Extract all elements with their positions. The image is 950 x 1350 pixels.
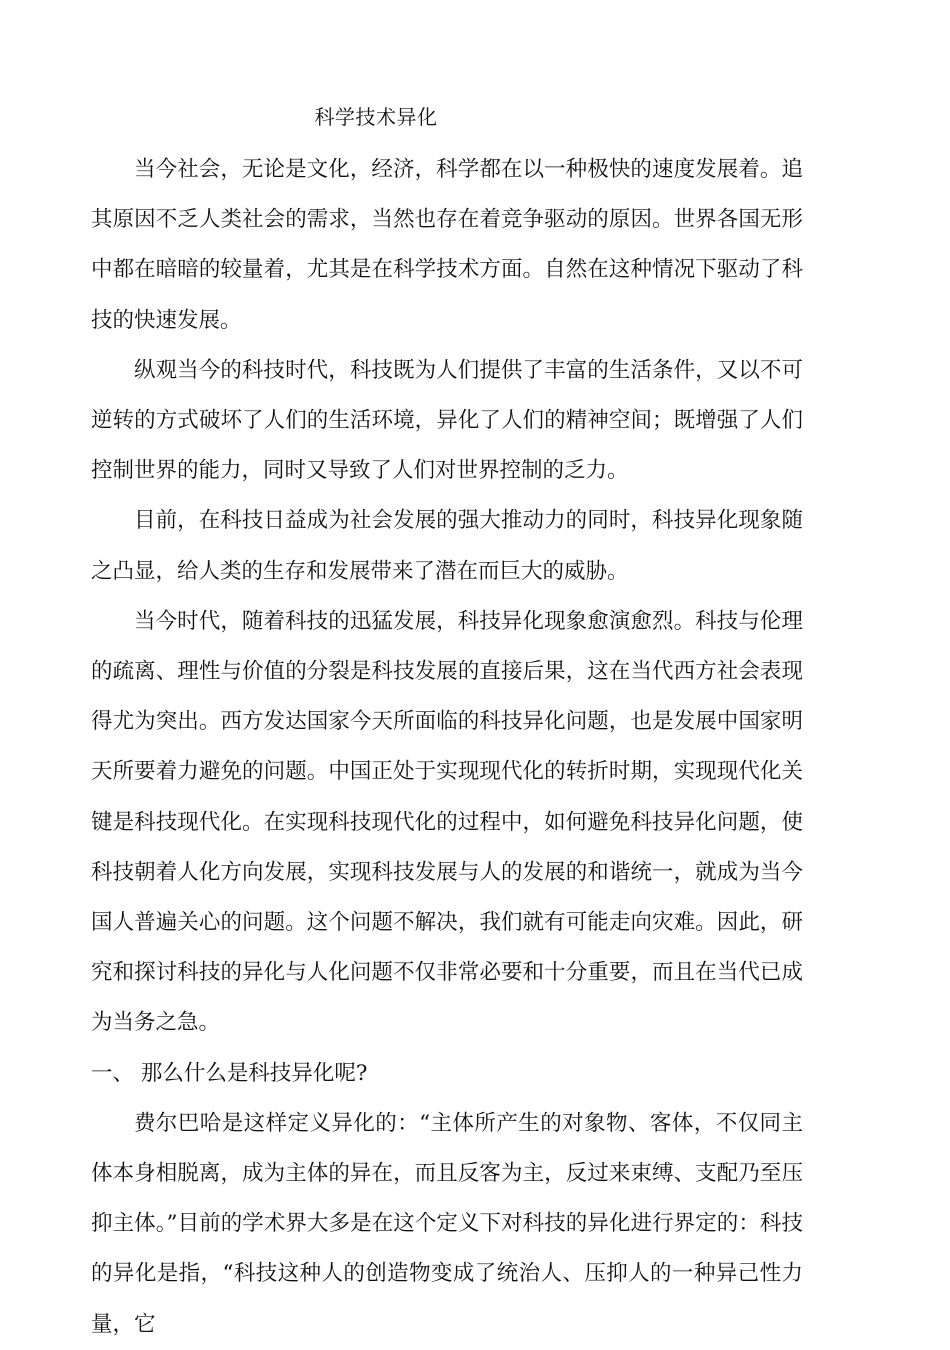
paragraph-4: 当今时代，随着科技的迅猛发展，科技异化现象愈演愈烈。科技与伦理的疏离、理性与价值的分裂是科技发展的直接后果，这在当代西方社会表现得尤为突出。西方发达国家今天所面临的科技异化问题，也是发展中国家明天所要着力避免的问题。中国正处于实现现代化的转折时期，实现现代化关键是科技现代化。在实现科技现代化的过程中，如何避免科技异化问题，使科技朝着人化方向发展，实现科技发展与人的发展的和谐统一，就成为当今国人普遍关心的问题。这个问题不解决，我们就有可能走向灾难。因此，研究和探讨科技的异化与人化问题不仅非常必要和十分重要，而且在当代已成为当务之急。	[91, 608, 803, 1036]
paragraph-1: 当今社会，无论是文化，经济，科学都在以一种极快的速度发展着。追其原因不乏人类社会的需求，当然也存在着竞争驱动的原因。世界各国无形中都在暗暗的较量着，尤其是在科学技术方面。自然在这种情况下驱动了科技的快速发展。	[91, 157, 803, 333]
document-title: 科学技术异化	[314, 105, 438, 129]
section-heading: 一、 那么什么是科技异化呢?	[91, 1060, 368, 1086]
document-body	[91, 145, 803, 1350]
paragraph-2: 纵观当今的科技时代，科技既为人们提供了丰富的生活条件，又以不可逆转的方式破坏了人们的生活环境，异化了人们的精神空间；既增强了人们控制世界的能力，同时又导致了人们对世界控制的乏力。	[91, 357, 803, 484]
paragraph-3: 目前，在科技日益成为社会发展的强大推动力的同时，科技异化现象随之凸显，给人类的生存和发展带来了潜在而巨大的威胁。	[91, 508, 803, 584]
section-paragraph-1: 费尔巴哈是这样定义异化的：“主体所产生的对象物、客体，不仅同主体本身相脱离，成为主体的异在，而且反客为主，反过来束缚、支配乃至压抑主体。”目前的学术界大多是在这个定义下对科技的异化进行界定的：科技的异化是指，“科技这种人的创造物变成了统治人、压抑人的一种异己性力量，它	[91, 1110, 803, 1337]
